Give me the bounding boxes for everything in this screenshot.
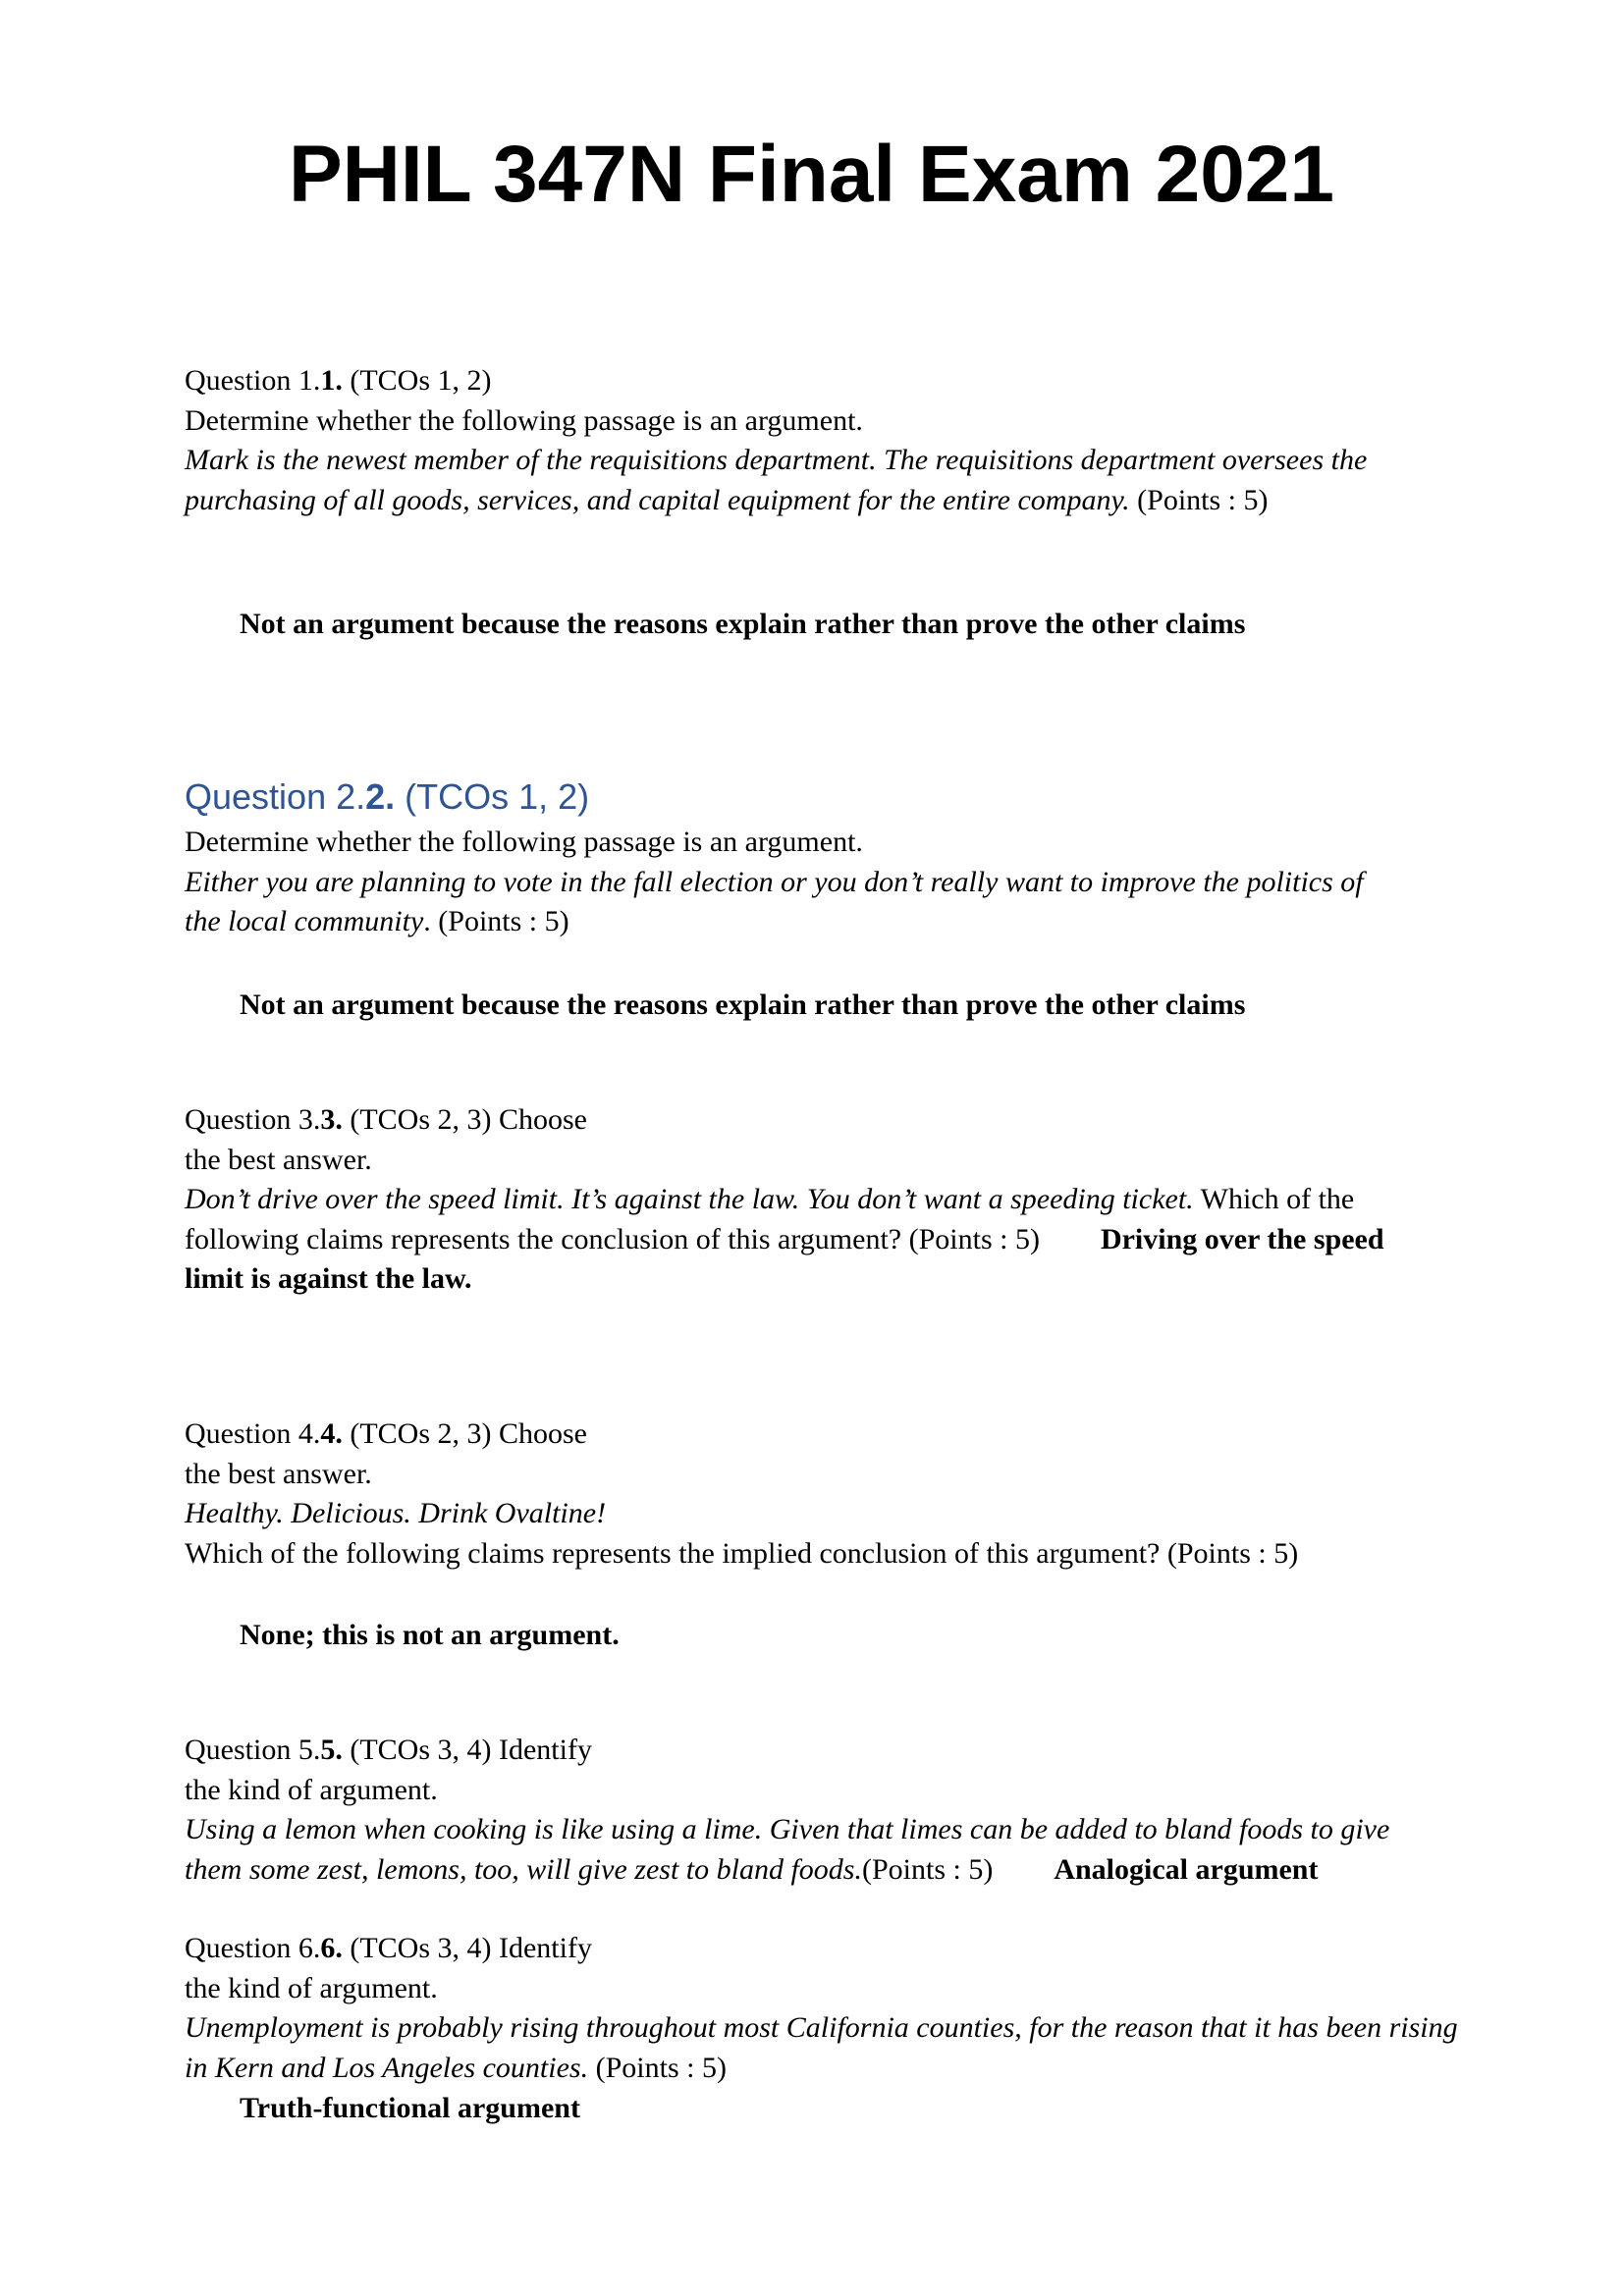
question-2-instruction: Determine whether the following passage is an argument. [185, 826, 863, 858]
question-5-passage: Using a lemon when cooking is like using a lime. Given that limes can be added to bland foods to give them some zest, lemons, too, will give zest to bland foods.(Points : 5) Analogical argument [185, 1813, 1390, 1886]
question-1-header: Question 1.1. (TCOs 1, 2) [185, 364, 492, 397]
question-2-header: Question 2.2. (TCOs 1, 2) [185, 776, 590, 817]
question-5-header: Question 5.5. (TCOs 3, 4) Identify [185, 1734, 592, 1766]
question-5 [185, 1731, 1481, 1890]
question-2-passage: Either you are planning to vote in the fall election or you don’t really want to improve the politics of the local community. (Points : 5) [185, 865, 1364, 937]
question-2-answer: Not an argument because the reasons explain rather than prove the other claims [240, 988, 1246, 1021]
question-1-answer: Not an argument because the reasons explain rather than prove the other claims [240, 608, 1246, 640]
question-6-passage: Unemployment is probably rising throughout most California counties, for the reason that it has been rising in Kern and Los Angeles counties. (Points : 5) [185, 2011, 1458, 2084]
question-4-question: Which of the following claims represents the implied conclusion of this argument? (Points : 5) [185, 1536, 1299, 1570]
question-3-answer: Driving over the speed limit is against the law. [185, 1222, 1384, 1295]
question-5-instruction: the kind of argument. [185, 1773, 438, 1806]
question-4-answer: None; this is not an argument. [240, 1619, 620, 1651]
question-3 [185, 1100, 1481, 1300]
question-6 [185, 1929, 1481, 2088]
question-5-answer: Analogical argument [1054, 1852, 1319, 1886]
question-3-passage: Don’t drive over the speed limit. It’s against the law. You don’t want a speeding ticket. Which of the following claims represents the conclusion of this argument? (Points : 5) Driving over the speed limit is against the law. [185, 1183, 1384, 1295]
question-3-instruction: the best answer. [185, 1143, 372, 1176]
question-6-instruction: the kind of argument. [185, 1971, 438, 2004]
question-3-header: Question 3.3. (TCOs 2, 3) Choose [185, 1103, 587, 1136]
document-title: PHIL 347N Final Exam 2021 [288, 130, 1335, 219]
question-6-answer: Truth-functional argument [240, 2092, 580, 2124]
question-6-header: Question 6.6. (TCOs 3, 4) Identify [185, 1932, 592, 1964]
question-4-passage: Healthy. Delicious. Drink Ovaltine! [185, 1497, 607, 1529]
question-4-instruction: the best answer. [185, 1457, 372, 1490]
question-1-instruction: Determine whether the following passage is an argument. [185, 403, 863, 437]
question-1-passage: Mark is the newest member of the requisitions department. The requisitions department oversees the purchasing of all goods, services, and capital equipment for the entire company. (Points : 5) [185, 444, 1368, 516]
question-1 [185, 361, 1481, 520]
question-4 [185, 1415, 1481, 1574]
question-4-header: Question 4.4. (TCOs 2, 3) Choose [185, 1417, 587, 1450]
question-2 [185, 772, 1481, 942]
